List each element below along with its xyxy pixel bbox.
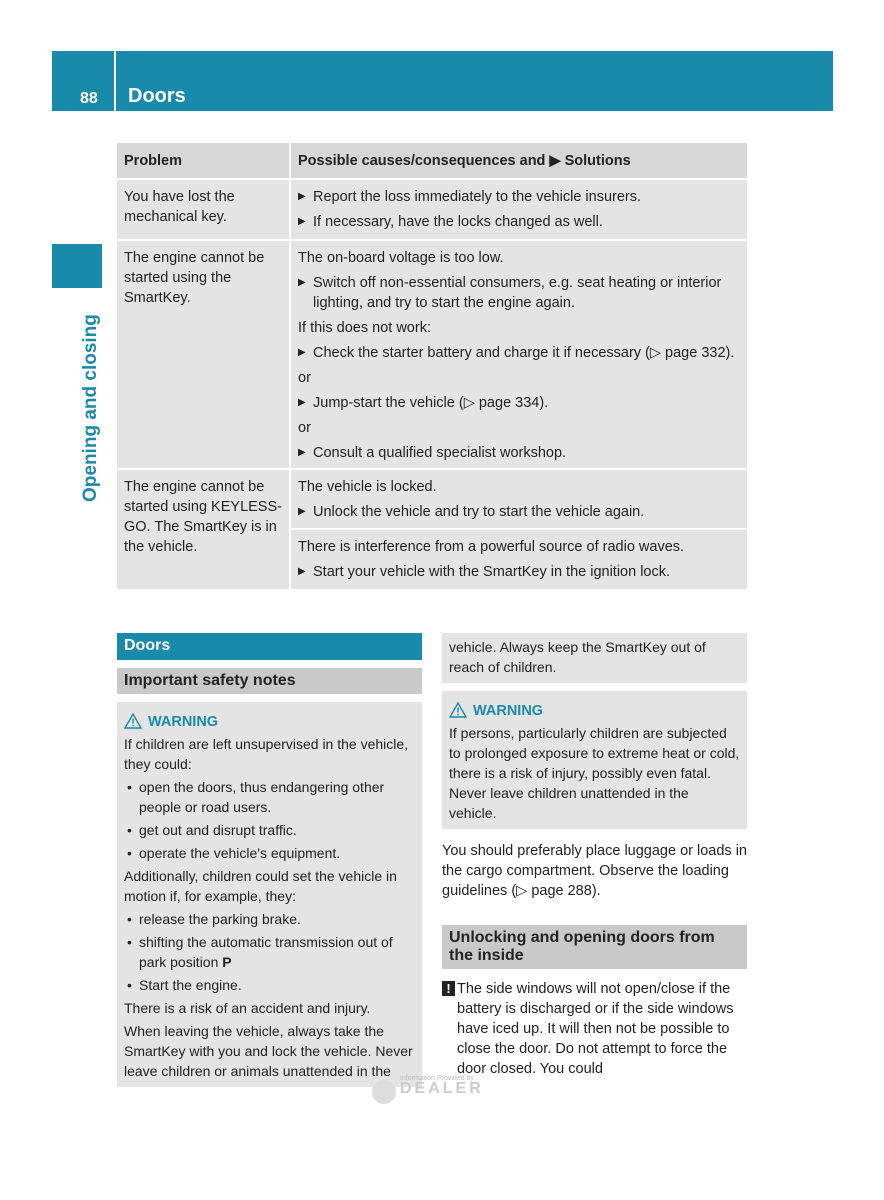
warning-bullet: • release the parking brake. (124, 909, 415, 929)
solution-cell (291, 180, 747, 239)
table-row (117, 241, 747, 470)
cause-text: The on-board voltage is too low. (298, 250, 504, 266)
warning-text: If children are left unsupervised in the vehicle, they could: (124, 736, 409, 772)
cause-text: There is interference from a powerful source of radio waves. (298, 539, 685, 555)
section-heading: Doors (117, 633, 422, 660)
table-header-row (117, 143, 747, 180)
problem-cell: The engine cannot be started using KEYLESS-GO. The SmartKey is in the vehicle. (117, 470, 291, 589)
warning-triangle-icon (124, 713, 142, 729)
watermark-logo: DEALER (400, 1080, 484, 1097)
table-row (117, 180, 747, 241)
warning-text: Additionally, children could set the vehicle in motion if, for example, they: (124, 868, 397, 904)
chapter-label: Opening and closing (80, 314, 101, 502)
warning-text: If persons, particularly children are subjected to prolonged exposure to extreme heat or cold, there is a risk of injury, possibly even fatal. Never leave children unattended in the vehicle. (449, 725, 740, 821)
watermark-small: Information Provided by: (400, 1075, 476, 1082)
solution-item: ▶ Report the loss immediately to the vehicle insurers. (298, 187, 740, 207)
bullet-text: shifting the automatic transmission out of park position (139, 934, 393, 970)
warning-bullet (124, 932, 415, 972)
warning-heading (124, 712, 415, 732)
page-title: Doors (128, 85, 186, 107)
right-column (442, 633, 747, 1079)
table-row (117, 470, 747, 589)
header-divider (114, 51, 116, 111)
warning-bullet: • open the doors, thus endangering other people or road users. (124, 777, 415, 817)
warning-box (117, 702, 422, 1087)
problem-table (117, 143, 747, 589)
warning-box (442, 691, 747, 829)
solution-item: ▶ Switch off non-essential consumers, e.g. seat heating or interior lighting, and try to start the engine again. (298, 273, 740, 313)
gear-position: P (222, 954, 232, 970)
solution-item: ▶ If necessary, have the locks changed as well. (298, 212, 740, 232)
problem-cell: The engine cannot be started using the SmartKey. (117, 241, 291, 468)
chapter-tab (52, 244, 102, 288)
warning-label: WARNING (473, 703, 544, 719)
warning-text: There is a risk of an accident and injury. (124, 1000, 371, 1016)
warning-triangle-icon (449, 702, 467, 718)
header-solutions: Possible causes/consequences and ▶ Solutions (291, 143, 747, 178)
page-header (52, 51, 833, 111)
subsection-heading: Unlocking and opening doors from the inside (442, 925, 747, 969)
solution-item: ▶ Consult a qualified specialist workshop. (298, 443, 740, 463)
cause-text: If this does not work: (298, 320, 431, 336)
watermark-logo-icon (372, 1080, 396, 1104)
notice (442, 979, 747, 1079)
cause-text: The vehicle is locked. (298, 479, 437, 495)
solution-cell (291, 241, 747, 468)
warning-label: WARNING (148, 714, 219, 730)
or-text: or (298, 420, 311, 436)
exclamation-icon: ! (442, 981, 455, 996)
subsection-heading: Important safety notes (117, 668, 422, 694)
warning-continued: vehicle. Always keep the SmartKey out of reach of children. (442, 633, 747, 683)
warning-bullet: • operate the vehicle's equipment. (124, 843, 415, 863)
solution-item: ▶ Check the starter battery and charge it if necessary (▷ page 332). (298, 343, 740, 363)
solution-item: ▶ Start your vehicle with the SmartKey in the ignition lock. (298, 562, 740, 582)
header-problem: Problem (117, 143, 291, 178)
warning-bullet: • Start the engine. (124, 975, 415, 995)
warning-bullet: • get out and disrupt traffic. (124, 820, 415, 840)
problem-cell: You have lost the mechanical key. (117, 180, 291, 239)
sub-cause (291, 528, 747, 582)
left-column (117, 633, 422, 1087)
notice-text: The side windows will not open/close if the battery is discharged or if the side windows have iced up. It will then not be possible to close the door. Do not attempt to force the door closed. You could (457, 981, 734, 1077)
body-text: You should preferably place luggage or loads in the cargo compartment. Observe the loading guidelines (▷ page 288). (442, 843, 747, 899)
solution-cell (291, 470, 747, 589)
or-text: or (298, 370, 311, 386)
page-number: 88 (80, 90, 98, 107)
solution-item: ▶ Jump-start the vehicle (▷ page 334). (298, 393, 740, 413)
solution-item: ▶ Unlock the vehicle and try to start the vehicle again. (298, 502, 740, 522)
warning-text: When leaving the vehicle, always take the SmartKey with you and lock the vehicle. Never leave children or animals unattended in the (124, 1023, 413, 1079)
warning-heading (449, 701, 740, 721)
watermark (372, 1075, 484, 1098)
